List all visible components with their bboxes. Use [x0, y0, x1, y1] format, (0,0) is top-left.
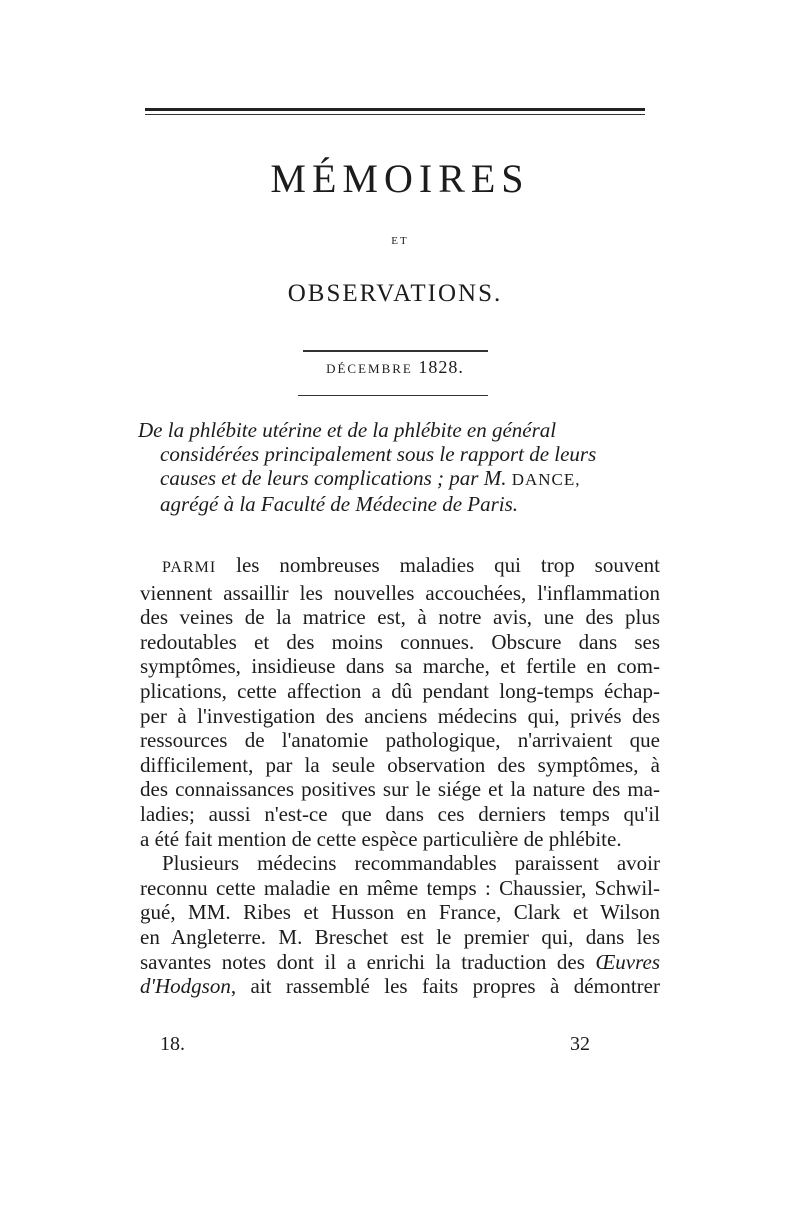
- body-line: symptômes, insidieuse dans sa marche, et fertile en com-: [140, 654, 660, 679]
- body-line: ladies; aussi n'est-ce que dans ces derniers temps qu'il: [140, 801, 660, 826]
- date-year: 1828.: [418, 357, 464, 377]
- author-name: DANCE,: [511, 470, 581, 489]
- article-heading: [138, 418, 658, 516]
- italic-author: d'Hodgson: [140, 974, 231, 999]
- body-line: redoutables et des moins connues. Obscure dans ses: [140, 629, 660, 654]
- date-month: DÉCEMBRE: [326, 361, 413, 376]
- body-line: per à l'investigation des anciens médecins qui, privés des: [140, 703, 660, 728]
- body-line: d'Hodgson, ait rassemblé les faits propres à démontrer: [140, 974, 660, 999]
- date-rule-top: [303, 350, 488, 352]
- body-line: des veines de la matrice est, à notre avis, une des plus: [140, 605, 660, 630]
- section-title: MÉMOIRES: [270, 156, 530, 201]
- heading-line: De la phlébite utérine et de la phlébite en général: [138, 418, 557, 442]
- page-number: 32: [570, 1033, 590, 1055]
- body-line: a été fait mention de cette espèce particulière de phlébite.: [140, 826, 622, 851]
- heading-line: considérées principalement sous le rapport de leurs: [160, 442, 597, 466]
- heading-line: causes et de leurs complications ; par M. DANCE,: [160, 466, 581, 490]
- issue-date: [0, 357, 790, 378]
- italic-title: Œuvres: [595, 949, 661, 974]
- heading-line: agrégé à la Faculté de Médecine de Paris.: [160, 492, 519, 516]
- article-body: [140, 553, 660, 999]
- body-line: reconnu cette maladie en même temps : Chaussier, Schwil-: [140, 875, 660, 900]
- signature-mark: 18.: [160, 1033, 185, 1055]
- first-word: PARMI: [162, 559, 217, 576]
- section-subtitle: OBSERVATIONS.: [287, 280, 503, 307]
- body-line: ressources de l'anatomie pathologique, n'arrivaient que: [140, 728, 660, 753]
- body-line: gué, MM. Ribes et Husson en France, Clark et Wilson: [140, 900, 660, 925]
- body-line: difficilement, par la seule observation des symptômes, à: [140, 752, 660, 777]
- body-line: en Angleterre. M. Breschet est le premier qui, dans les: [140, 924, 660, 949]
- body-line: savantes notes dont il a enrichi la traduction des Œuvres: [140, 949, 661, 974]
- body-line: Plusieurs médecins recommandables paraissent avoir: [162, 851, 660, 876]
- body-line: PARMI les nombreuses maladies qui trop souvent: [162, 553, 660, 577]
- top-double-rule: [145, 108, 645, 117]
- body-line: viennent assaillir les nouvelles accouchées, l'inflammation: [140, 580, 660, 605]
- body-line: plications, cette affection a dû pendant long-temps échap-: [140, 678, 660, 703]
- body-line: des connaissances positives sur le siége et la nature des ma-: [140, 777, 660, 802]
- date-rule-bottom: [298, 395, 488, 396]
- title-conjunction: ET: [391, 235, 409, 247]
